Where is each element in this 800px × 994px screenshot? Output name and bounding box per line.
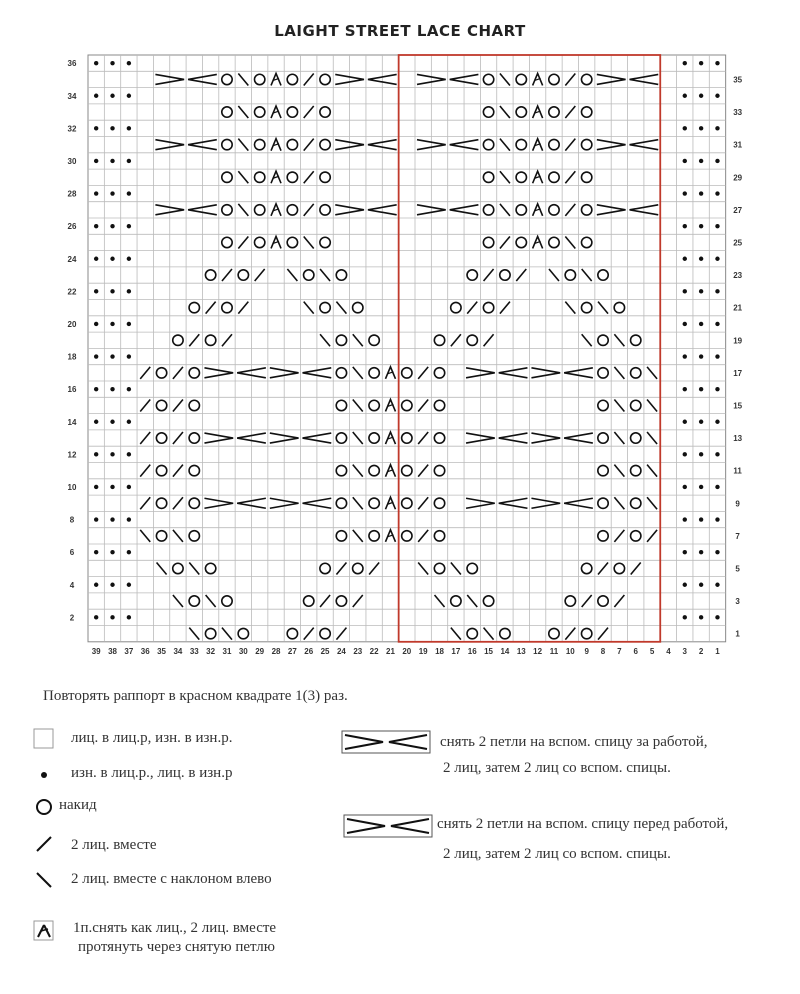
stitch-label: 23 (353, 646, 363, 656)
stitch-label: 35 (157, 646, 167, 656)
stitch-label: 2 (698, 646, 704, 656)
purl-dot (127, 126, 131, 130)
purl-dot (127, 420, 131, 424)
purl-dot (110, 550, 114, 554)
purl-dot (127, 517, 131, 521)
row-label-left: 24 (67, 254, 77, 264)
stitch-label: 28 (271, 646, 281, 656)
stitch-label: 8 (600, 646, 606, 656)
purl-dot (110, 126, 114, 130)
stitch-label: 32 (206, 646, 216, 656)
purl-dot (699, 61, 703, 65)
purl-dot (683, 485, 687, 489)
purl-dot (110, 452, 114, 456)
purl-dot (94, 452, 98, 456)
row-label-left: 16 (67, 385, 77, 395)
row-label-left: 14 (67, 417, 77, 427)
purl-dot (110, 61, 114, 65)
purl-dot (715, 583, 719, 587)
legend-sk2p-line2: протянуть через снятую петлю (78, 939, 275, 955)
purl-dot (683, 322, 687, 326)
purl-dot (715, 452, 719, 456)
row-label-right: 11 (733, 466, 742, 476)
row-label-right: 23 (733, 271, 743, 281)
purl-dot (699, 387, 703, 391)
row-label-left: 30 (67, 156, 77, 166)
purl-dot (715, 420, 719, 424)
purl-dot (715, 550, 719, 554)
repeat-note: Повторять раппорт в красном квадрате 1(3) раз. (43, 688, 348, 704)
row-label-left: 36 (67, 59, 77, 69)
legend-ssk: 2 лиц. вместе с наклоном влево (71, 871, 272, 887)
row-label-left: 6 (69, 548, 75, 558)
stitch-label: 3 (682, 646, 688, 656)
purl-dot (110, 387, 114, 391)
purl-dot (699, 94, 703, 98)
row-label-left: 26 (67, 222, 77, 232)
purl-dot (683, 61, 687, 65)
purl-dot (94, 126, 98, 130)
purl-dot (110, 583, 114, 587)
purl-dot (683, 126, 687, 130)
cable-front-icon (343, 814, 433, 840)
stitch-label: 33 (189, 646, 199, 656)
purl-dot (94, 257, 98, 261)
purl-dot (110, 159, 114, 163)
legend-cable-front-line1: снять 2 петли на вспом. спицу перед работой, (437, 816, 729, 832)
row-label-right: 21 (733, 303, 743, 313)
stitch-label: 34 (173, 646, 183, 656)
purl-dot (94, 583, 98, 587)
purl-dot (715, 94, 719, 98)
stitch-label: 20 (402, 646, 412, 656)
purl-dot (94, 550, 98, 554)
purl-dot (94, 615, 98, 619)
row-label-left: 22 (67, 287, 77, 297)
purl-dot (110, 354, 114, 358)
purl-dot (127, 452, 131, 456)
purl-dot (94, 485, 98, 489)
purl-dot (110, 289, 114, 293)
stitch-label: 18 (435, 646, 444, 656)
purl-dot (127, 257, 131, 261)
purl-dot (715, 289, 719, 293)
purl-dot (715, 485, 719, 489)
purl-dot (683, 615, 687, 619)
purl-dot (715, 126, 719, 130)
row-label-right: 13 (733, 434, 743, 444)
stitch-label: 36 (140, 646, 150, 656)
stitch-label: 10 (565, 646, 575, 656)
row-label-left: 18 (67, 352, 77, 362)
purl-dot (715, 322, 719, 326)
purl-dot (683, 387, 687, 391)
stitch-label: 7 (617, 646, 622, 656)
stitch-label: 38 (108, 646, 117, 656)
purl-dot (683, 354, 687, 358)
row-label-right: 29 (733, 173, 743, 183)
stitch-label: 26 (304, 646, 314, 656)
stitch-label: 13 (516, 646, 526, 656)
purl-dot (110, 191, 114, 195)
row-label-left: 10 (67, 482, 77, 492)
purl-dot (94, 517, 98, 521)
purl-dot (94, 387, 98, 391)
knit-symbol-icon (33, 728, 55, 750)
legend-cable-front-line2: 2 лиц, затем 2 лиц со вспом. спицы. (443, 846, 671, 862)
purl-dot (127, 94, 131, 98)
purl-dot (699, 126, 703, 130)
purl-dot (699, 583, 703, 587)
row-label-left: 8 (69, 515, 75, 525)
stitch-label: 30 (238, 646, 248, 656)
stitch-label: 11 (549, 646, 559, 656)
row-label-right: 1 (735, 629, 740, 639)
purl-dot (699, 452, 703, 456)
legend-knit: лиц. в лиц.р, изн. в изн.р. (71, 730, 233, 746)
cable-back-icon (341, 730, 431, 756)
purl-dot (94, 420, 98, 424)
stitch-label: 29 (255, 646, 265, 656)
purl-dot (683, 159, 687, 163)
purl-dot (110, 257, 114, 261)
row-label-right: 19 (733, 336, 743, 346)
purl-dot (127, 322, 131, 326)
row-label-left: 32 (67, 124, 77, 134)
legend-yarn-over: накид (59, 797, 97, 813)
purl-dot (699, 257, 703, 261)
purl-dot (699, 420, 703, 424)
purl-dot (715, 517, 719, 521)
stitch-label: 16 (467, 646, 477, 656)
stitch-label: 19 (418, 646, 428, 656)
row-label-right: 33 (733, 108, 743, 118)
stitch-label: 9 (584, 646, 589, 656)
purl-dot (699, 322, 703, 326)
stitch-label: 17 (451, 646, 461, 656)
purl-dot (715, 615, 719, 619)
row-label-right: 5 (735, 564, 740, 574)
stitch-label: 27 (287, 646, 297, 656)
purl-symbol-icon (33, 764, 55, 786)
purl-dot (127, 583, 131, 587)
legend-purl: изн. в лиц.р., лиц. в изн.р (71, 765, 233, 781)
ssk-icon (33, 869, 55, 891)
stitch-label: 4 (666, 646, 671, 656)
purl-dot (127, 387, 131, 391)
purl-dot (94, 289, 98, 293)
purl-dot (94, 191, 98, 195)
stitch-label: 21 (386, 646, 395, 656)
row-label-right: 15 (733, 401, 743, 411)
purl-dot (127, 224, 131, 228)
row-label-left: 2 (69, 613, 75, 623)
legend-k2tog: 2 лиц. вместе (71, 837, 157, 853)
purl-dot (94, 322, 98, 326)
row-label-left: 28 (67, 189, 77, 199)
stitch-label: 24 (336, 646, 346, 656)
purl-dot (683, 583, 687, 587)
purl-dot (699, 159, 703, 163)
purl-dot (715, 387, 719, 391)
stitch-label: 14 (500, 646, 510, 656)
purl-dot (127, 615, 131, 619)
purl-dot (683, 94, 687, 98)
stitch-label: 39 (91, 646, 101, 656)
stitch-label: 37 (124, 646, 134, 656)
row-label-right: 9 (735, 499, 740, 509)
row-label-right: 25 (733, 238, 743, 248)
purl-dot (683, 517, 687, 521)
purl-dot (715, 191, 719, 195)
legend-cable-back-line1: снять 2 петли на вспом. спицу за работой, (440, 734, 708, 750)
yarn-over-icon (33, 796, 55, 818)
stitch-label: 1 (715, 646, 720, 656)
purl-dot (94, 159, 98, 163)
purl-dot (715, 257, 719, 261)
purl-dot (127, 485, 131, 489)
purl-dot (715, 159, 719, 163)
purl-dot (110, 322, 114, 326)
stitch-label: 22 (369, 646, 379, 656)
stitch-label: 5 (649, 646, 655, 656)
stitch-label: 31 (222, 646, 232, 656)
row-label-right: 27 (733, 205, 743, 215)
row-label-left: 20 (67, 319, 77, 329)
purl-dot (683, 550, 687, 554)
purl-dot (683, 191, 687, 195)
row-label-right: 7 (735, 531, 740, 541)
purl-dot (94, 61, 98, 65)
row-label-left: 34 (67, 91, 77, 101)
purl-dot (127, 550, 131, 554)
row-label-left: 4 (69, 580, 75, 590)
sk2p-icon (33, 920, 55, 942)
purl-dot (699, 517, 703, 521)
purl-dot (110, 94, 114, 98)
purl-dot (127, 289, 131, 293)
purl-dot (127, 61, 131, 65)
purl-dot (94, 224, 98, 228)
purl-dot (94, 354, 98, 358)
row-label-right: 35 (733, 75, 743, 85)
purl-dot (127, 354, 131, 358)
row-label-left: 12 (67, 450, 77, 460)
purl-dot (110, 485, 114, 489)
stitch-label: 6 (633, 646, 638, 656)
purl-dot (683, 257, 687, 261)
stitch-label: 12 (533, 646, 543, 656)
purl-dot (683, 452, 687, 456)
row-label-right: 17 (733, 368, 743, 378)
purl-dot (127, 159, 131, 163)
purl-dot (110, 517, 114, 521)
stitch-label: 15 (484, 646, 494, 656)
k2tog-icon (33, 833, 55, 855)
purl-dot (683, 289, 687, 293)
purl-dot (699, 191, 703, 195)
purl-dot (127, 191, 131, 195)
purl-dot (110, 420, 114, 424)
purl-dot (699, 354, 703, 358)
purl-dot (699, 550, 703, 554)
purl-dot (94, 94, 98, 98)
stitch-label: 25 (320, 646, 330, 656)
row-label-right: 3 (735, 597, 740, 607)
purl-dot (715, 224, 719, 228)
legend-sk2p-line1: 1п.снять как лиц., 2 лиц. вместе (73, 920, 277, 936)
purl-dot (699, 224, 703, 228)
purl-dot (699, 485, 703, 489)
row-label-right: 31 (733, 140, 743, 150)
purl-dot (683, 420, 687, 424)
chart-title: LAIGHT STREET LACE CHART (274, 22, 526, 40)
purl-dot (715, 61, 719, 65)
purl-dot (110, 615, 114, 619)
purl-dot (683, 224, 687, 228)
purl-dot (699, 615, 703, 619)
purl-dot (699, 289, 703, 293)
purl-dot (715, 354, 719, 358)
legend-cable-back-line2: 2 лиц, затем 2 лиц со вспом. спицы. (443, 760, 671, 776)
purl-dot (110, 224, 114, 228)
